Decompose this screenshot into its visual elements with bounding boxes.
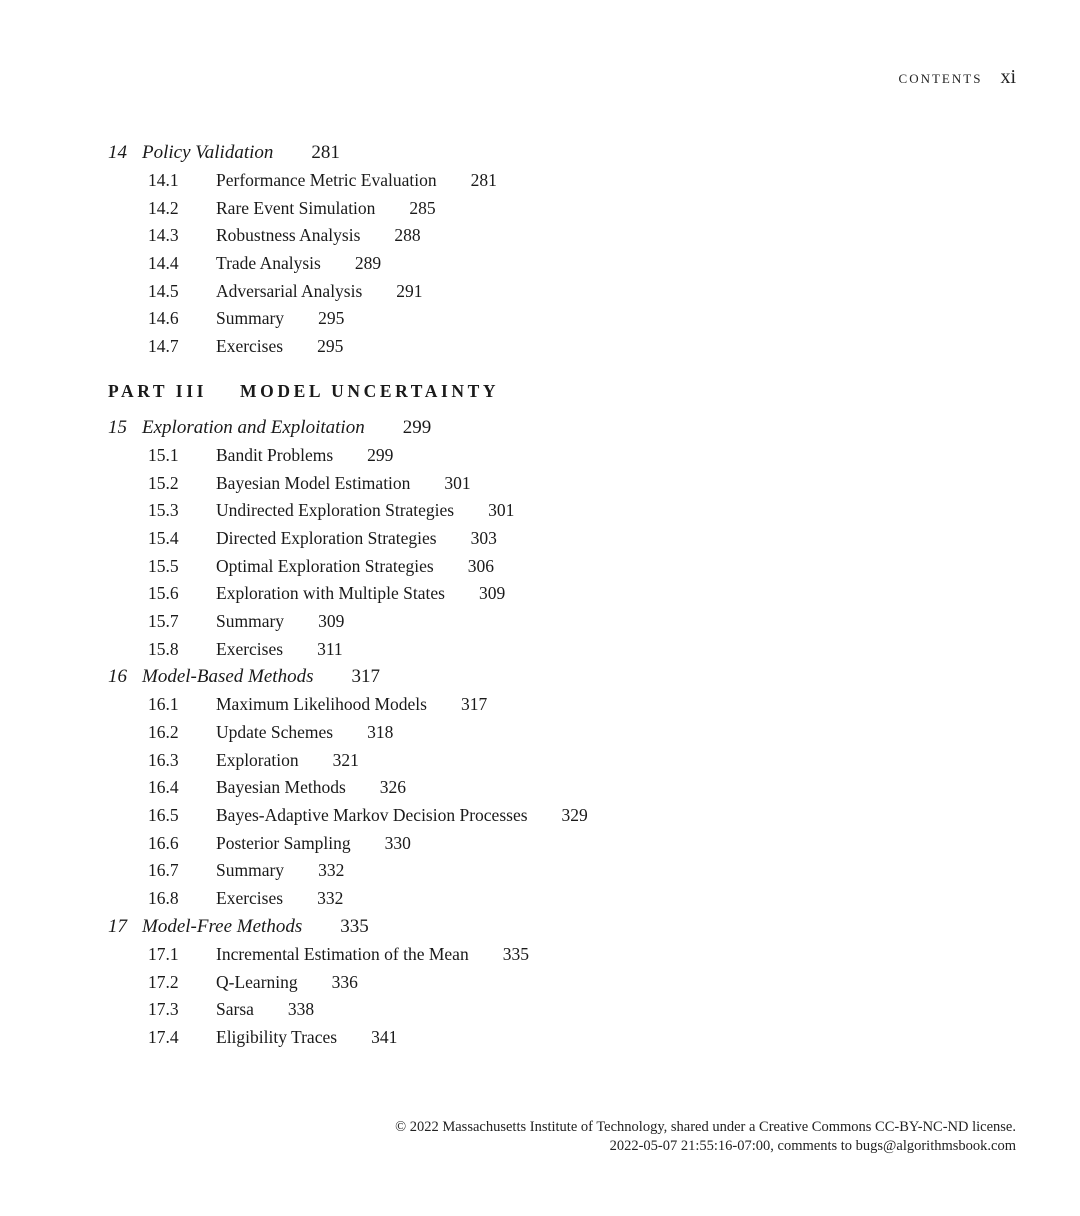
section-page: 329 [561, 805, 588, 826]
section-entry[interactable] [108, 198, 1008, 226]
section-entry[interactable] [108, 888, 1008, 916]
section-title: Q-Learning [216, 971, 298, 992]
section-page: 341 [371, 1026, 398, 1047]
chapter-entry[interactable] [108, 142, 1008, 170]
chapter-title: Model-Free Methods [142, 915, 303, 937]
chapter-entry[interactable] [108, 417, 1008, 445]
section-title: Directed Exploration Strategies [216, 527, 437, 548]
part-label: PART III [108, 380, 208, 401]
section-title: Rare Event Simulation [216, 197, 376, 218]
section-entry[interactable] [108, 639, 1008, 667]
section-page: 295 [317, 336, 344, 357]
section-entry[interactable] [108, 253, 1008, 281]
section-entry[interactable] [108, 860, 1008, 888]
section-number: 14.1 [148, 170, 179, 190]
section-entry[interactable] [108, 972, 1008, 1000]
section-page: 295 [318, 308, 345, 329]
section-title: Robustness Analysis [216, 225, 361, 246]
section-number: 15.5 [148, 555, 179, 576]
section-number: 14.7 [148, 336, 179, 357]
chapter-title: Model-Based Methods [142, 666, 314, 688]
section-page: 330 [384, 832, 411, 853]
section-page: 289 [354, 253, 382, 274]
section-title: Posterior Sampling [216, 832, 351, 853]
section-page: 288 [394, 225, 421, 246]
section-number: 14.4 [148, 253, 179, 274]
section-entry[interactable] [108, 611, 1008, 639]
section-entry[interactable] [108, 556, 1008, 584]
section-page: 301 [488, 500, 515, 521]
section-number: 16.5 [148, 805, 179, 826]
section-entry[interactable] [108, 170, 1008, 198]
section-number: 14.6 [148, 308, 179, 329]
section-page: 285 [409, 197, 436, 218]
section-title: Update Schemes [216, 722, 334, 742]
section-page: 335 [502, 943, 529, 964]
section-entry[interactable] [108, 500, 1008, 528]
section-page: 326 [379, 777, 407, 798]
section-number: 16.2 [148, 722, 179, 742]
section-entry[interactable] [108, 805, 1008, 833]
section-number: 14.2 [148, 197, 179, 218]
section-title: Optimal Exploration Strategies [216, 555, 434, 576]
section-title: Exercises [216, 336, 284, 357]
section-number: 15.4 [148, 527, 179, 548]
section-page: 309 [318, 610, 345, 631]
part-heading[interactable] [108, 381, 1008, 402]
section-entry[interactable] [108, 225, 1008, 253]
section-entry[interactable] [108, 944, 1008, 972]
section-page: 299 [367, 444, 394, 465]
chapter-entry[interactable] [108, 916, 1008, 944]
section-number: 15.6 [148, 583, 179, 604]
section-number: 16.8 [148, 888, 179, 909]
section-page: 306 [467, 555, 494, 576]
running-head [899, 66, 1016, 89]
section-title: Adversarial Analysis [216, 280, 363, 301]
chapter-number: 16 [108, 666, 127, 688]
section-page: 318 [367, 722, 394, 742]
part-title: MODEL UNCERTAINTY [240, 380, 500, 401]
section-page: 301 [444, 472, 471, 493]
table-of-contents [108, 142, 1008, 1055]
chapter-15 [108, 417, 1008, 667]
section-entry[interactable] [108, 722, 1008, 750]
section-entry[interactable] [108, 473, 1008, 501]
section-number: 17.1 [148, 943, 179, 964]
section-page: 317 [460, 694, 488, 715]
section-entry[interactable] [108, 777, 1008, 805]
section-page: 336 [331, 971, 358, 992]
section-number: 16.1 [148, 694, 179, 715]
section-number: 16.3 [148, 749, 179, 770]
section-entry[interactable] [108, 583, 1008, 611]
section-page: 332 [318, 860, 345, 881]
section-page: 309 [478, 583, 506, 604]
chapter-entry[interactable] [108, 666, 1008, 694]
section-title: Undirected Exploration Strategies [216, 500, 455, 521]
section-title: Summary [216, 308, 285, 329]
section-title: Exploration [216, 749, 299, 770]
section-entry[interactable] [108, 308, 1008, 336]
chapter-number: 14 [108, 142, 127, 163]
chapter-title: Policy Validation [142, 142, 274, 163]
section-entry[interactable] [108, 528, 1008, 556]
section-title: Maximum Likelihood Models [216, 694, 427, 715]
section-entry[interactable] [108, 999, 1008, 1027]
section-page: 311 [317, 638, 343, 659]
section-title: Sarsa [216, 999, 254, 1020]
section-title: Exploration with Multiple States [216, 583, 445, 604]
section-page: 291 [396, 280, 423, 301]
section-number: 16.7 [148, 860, 179, 881]
section-entry[interactable] [108, 833, 1008, 861]
section-title: Bandit Problems [216, 444, 334, 465]
page-number: xi [1000, 66, 1016, 88]
section-page: 332 [317, 888, 344, 909]
section-page: 303 [470, 527, 497, 548]
section-entry[interactable] [108, 750, 1008, 778]
section-number: 17.2 [148, 971, 179, 992]
chapter-16 [108, 666, 1008, 916]
chapter-page: 335 [340, 915, 369, 937]
chapter-17 [108, 916, 1008, 1055]
section-title: Eligibility Traces [216, 1026, 338, 1047]
timestamp-line: 2022-05-07 21:55:16-07:00, comments to bugs@algorithmsbook.com [609, 1138, 1016, 1154]
section-title: Exercises [216, 638, 284, 659]
section-title: Exercises [216, 888, 284, 909]
chapter-number: 15 [108, 416, 127, 438]
section-number: 15.1 [148, 444, 179, 465]
section-number: 16.6 [148, 832, 179, 853]
chapter-page: 281 [311, 142, 340, 163]
section-number: 15.7 [148, 610, 179, 631]
section-entry[interactable] [108, 445, 1008, 473]
section-page: 338 [287, 999, 315, 1020]
running-head-label: CONTENTS [898, 71, 983, 86]
chapter-number: 17 [108, 915, 127, 937]
chapter-14 [108, 142, 1008, 364]
section-title: Bayesian Methods [216, 777, 346, 798]
section-number: 15.2 [148, 472, 179, 493]
section-number: 15.3 [148, 500, 179, 521]
copyright-footer [395, 1118, 1016, 1156]
section-entry[interactable] [108, 694, 1008, 722]
section-page: 321 [332, 749, 359, 770]
section-title: Summary [216, 610, 285, 631]
chapter-title: Exploration and Exploitation [142, 416, 365, 438]
copyright-line: © 2022 Massachusetts Institute of Technology, shared under a Creative Commons CC-BY-NC-ND license. [395, 1119, 1016, 1135]
section-number: 15.8 [148, 638, 179, 659]
section-title: Bayes-Adaptive Markov Decision Processes [216, 805, 528, 826]
section-title: Bayesian Model Estimation [216, 472, 411, 493]
section-number: 17.4 [148, 1026, 179, 1047]
section-number: 16.4 [148, 777, 179, 798]
section-number: 14.5 [148, 280, 179, 301]
section-page: 281 [470, 170, 497, 190]
section-title: Summary [216, 860, 285, 881]
section-title: Performance Metric Evaluation [216, 170, 437, 190]
chapter-page: 299 [402, 416, 432, 438]
section-entry[interactable] [108, 281, 1008, 309]
section-number: 17.3 [148, 999, 179, 1020]
section-title: Trade Analysis [216, 253, 321, 274]
section-title: Incremental Estimation of the Mean [216, 943, 469, 964]
chapter-page: 317 [351, 666, 380, 688]
section-number: 14.3 [148, 225, 179, 246]
section-entry[interactable] [108, 336, 1008, 364]
section-entry[interactable] [108, 1027, 1008, 1055]
